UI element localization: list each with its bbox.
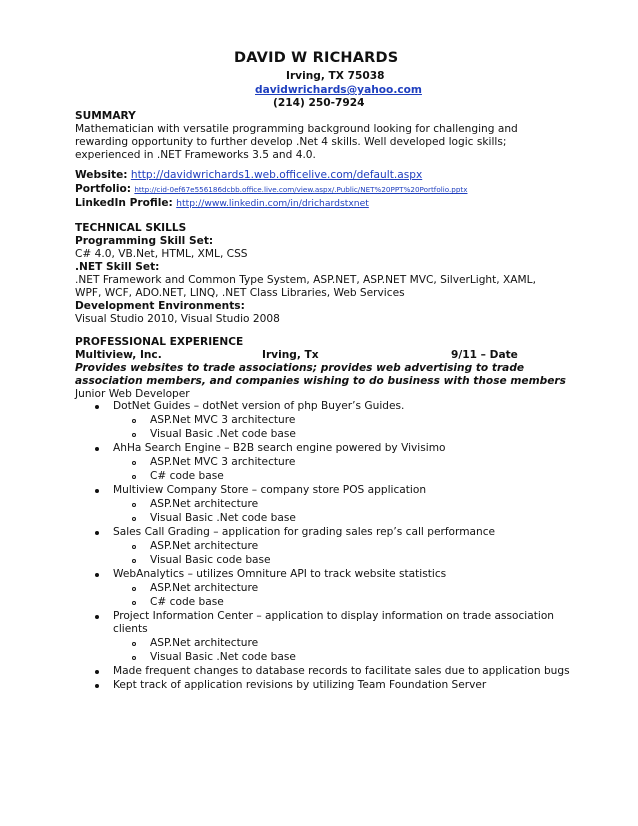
sub-bullet-item: ASP.Net MVC 3 architecture: [150, 414, 296, 426]
candidate-name: DAVID W RICHARDS: [234, 50, 399, 66]
sub-bullet-icon: [132, 587, 136, 591]
summary-line: experienced in .NET Frameworks 3.5 and 4.0.: [75, 149, 316, 161]
bullet-icon: [95, 615, 99, 619]
sub-bullet-item: Visual Basic .Net code base: [150, 651, 296, 663]
sub-bullet-icon: [132, 656, 136, 660]
company-description: association members, and companies wishing to do business with those members: [75, 375, 566, 387]
experience-heading: PROFESSIONAL EXPERIENCE: [75, 336, 244, 348]
sub-bullet-item: ASP.Net architecture: [150, 498, 259, 510]
sub-bullet-item: C# code base: [150, 470, 224, 482]
bullet-icon: [95, 573, 99, 577]
programming-label: Programming Skill Set:: [75, 235, 214, 247]
location: Irving, Tx: [262, 349, 319, 361]
summary-heading: SUMMARY: [75, 110, 136, 122]
net-label: .NET Skill Set:: [75, 261, 160, 273]
portfolio-link[interactable]: http://cid-0ef67e556186dcbb.office.live.com/view.aspx/.Public/NET%20PPT%20Portfolio.pptx: [134, 185, 468, 194]
website-row: [75, 169, 422, 182]
portfolio-label: Portfolio:: [75, 183, 131, 195]
job-role: Junior Web Developer: [75, 388, 190, 400]
city: Irving, TX 75038: [286, 70, 385, 82]
sub-bullet-item: Visual Basic code base: [150, 554, 271, 566]
linkedin-link[interactable]: http://www.linkedin.com/in/drichardstxnet: [176, 198, 369, 209]
email-link[interactable]: davidwrichards@yahoo.com: [255, 84, 422, 96]
bullet-item: Made frequent changes to database records to facilitate sales due to application bugs: [113, 665, 570, 677]
bullet-item: Kept track of application revisions by utilizing Team Foundation Server: [113, 679, 487, 691]
website-label: Website:: [75, 169, 128, 181]
linkedin-label: LinkedIn Profile:: [75, 197, 173, 209]
website-link[interactable]: http://davidwrichards1.web.officelive.com/default.aspx: [130, 169, 423, 181]
bullet-item: WebAnalytics – utilizes Omniture API to track website statistics: [113, 568, 447, 580]
sub-bullet-icon: [132, 642, 136, 646]
sub-bullet-item: ASP.Net architecture: [150, 540, 259, 552]
portfolio-row: [75, 183, 467, 196]
bullet-icon: [95, 531, 99, 535]
sub-bullet-icon: [132, 475, 136, 479]
company: Multiview, Inc.: [75, 349, 162, 361]
bullet-item: AhHa Search Engine – B2B search engine powered by Vivisimo: [113, 442, 446, 454]
phone: (214) 250-7924: [273, 97, 365, 109]
bullet-icon: [95, 670, 99, 674]
dev-label: Development Environments:: [75, 300, 245, 312]
sub-bullet-icon: [132, 517, 136, 521]
bullet-icon: [95, 447, 99, 451]
sub-bullet-item: ASP.Net architecture: [150, 582, 259, 594]
sub-bullet-icon: [132, 433, 136, 437]
bullet-item: Multiview Company Store – company store POS application: [113, 484, 427, 496]
bullet-item-continuation: clients: [113, 623, 148, 635]
sub-bullet-item: ASP.Net MVC 3 architecture: [150, 456, 296, 468]
bullet-icon: [95, 405, 99, 409]
bullet-icon: [95, 684, 99, 688]
summary-line: Mathematician with versatile programming background looking for challenging and: [75, 123, 518, 135]
sub-bullet-icon: [132, 601, 136, 605]
sub-bullet-icon: [132, 461, 136, 465]
net-value: WPF, WCF, ADO.NET, LINQ, .NET Class Libraries, Web Services: [75, 287, 405, 299]
sub-bullet-icon: [132, 419, 136, 423]
sub-bullet-item: Visual Basic .Net code base: [150, 428, 296, 440]
sub-bullet-item: C# code base: [150, 596, 224, 608]
programming-value: C# 4.0, VB.Net, HTML, XML, CSS: [75, 248, 248, 260]
sub-bullet-icon: [132, 545, 136, 549]
bullet-item: Project Information Center – application to display information on trade association: [113, 610, 555, 622]
sub-bullet-item: Visual Basic .Net code base: [150, 512, 296, 524]
linkedin-row: [75, 197, 369, 210]
net-value: .NET Framework and Common Type System, ASP.NET, ASP.NET MVC, SilverLight, XAML,: [75, 274, 536, 286]
sub-bullet-icon: [132, 559, 136, 563]
bullet-icon: [95, 489, 99, 493]
dev-value: Visual Studio 2010, Visual Studio 2008: [75, 313, 280, 325]
bullet-item: DotNet Guides – dotNet version of php Buyer’s Guides.: [113, 400, 405, 412]
summary-line: rewarding opportunity to further develop .Net 4 skills. Well developed logic skills;: [75, 136, 507, 148]
sub-bullet-item: ASP.Net architecture: [150, 637, 259, 649]
bullet-item: Sales Call Grading – application for grading sales rep’s call performance: [113, 526, 496, 538]
skills-heading: TECHNICAL SKILLS: [75, 222, 187, 234]
dates: 9/11 – Date: [451, 349, 518, 361]
sub-bullet-icon: [132, 503, 136, 507]
company-description: Provides websites to trade associations; provides web advertising to trade: [75, 362, 525, 374]
